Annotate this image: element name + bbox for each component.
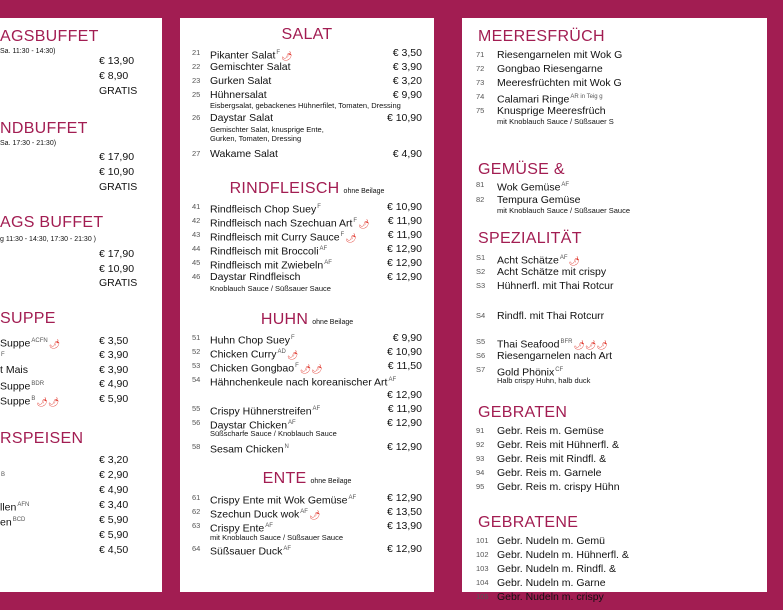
item-price: € 10,90 bbox=[386, 346, 422, 358]
item-number: S7 bbox=[476, 365, 486, 374]
item-description: Eisbergsalat, gebackenes Hühnerfilet, Tomaten, Dressing bbox=[210, 101, 401, 110]
menu-item-row bbox=[462, 590, 767, 604]
item-name: Rindfl. mit Thai Rotcurr bbox=[497, 310, 605, 322]
menu-item-row bbox=[0, 334, 162, 348]
item-price: € 12,90 bbox=[386, 389, 422, 401]
menu-item-row bbox=[180, 491, 434, 505]
menu-item-row bbox=[462, 576, 767, 590]
item-name: Gongbao Riesengarne bbox=[497, 63, 603, 75]
allergen-code: CF bbox=[555, 367, 564, 373]
item-price: € 3,20 bbox=[392, 75, 422, 87]
section-title bbox=[180, 26, 434, 44]
item-name: Huhn Chop Suey$^F$ bbox=[210, 334, 295, 347]
opening-hours: g 11:30 - 14:30, 17:30 - 21:30 ) bbox=[0, 236, 96, 243]
item-name: Crispy Hühnerstreifen$^{AF}$ bbox=[210, 405, 321, 418]
item-price: € 3,90 bbox=[392, 61, 422, 73]
item-name: Daystar Chicken$^{AF}$ bbox=[210, 419, 296, 432]
menu-item-row bbox=[462, 534, 767, 548]
allergen-code: F bbox=[317, 204, 321, 210]
item-number: 101 bbox=[476, 536, 489, 545]
item-name: Rindfleisch mit Broccoli$^{AF}$ bbox=[210, 245, 328, 258]
menu-item-row bbox=[0, 392, 162, 406]
section-title-text: SPEZIALITÄT bbox=[478, 230, 582, 247]
item-number: 75 bbox=[476, 106, 485, 115]
item-name: Riesengarnelen nach Art bbox=[497, 350, 612, 362]
menu-item-row bbox=[462, 548, 767, 562]
menu-item-row bbox=[0, 262, 162, 276]
item-name: Gemischter Salat bbox=[210, 61, 291, 73]
item-description: mit Knoblauch Sauce / Süßsauer Sauce bbox=[210, 533, 343, 542]
item-number: 25 bbox=[192, 90, 201, 99]
item-price: € 12,90 bbox=[386, 417, 422, 429]
menu-item-row bbox=[0, 363, 162, 377]
menu-item-row bbox=[180, 519, 434, 533]
section-subtitle: ohne Beilage bbox=[312, 319, 354, 326]
menu-item-row bbox=[462, 349, 767, 363]
item-price: € 4,90 bbox=[99, 378, 129, 390]
item-price: € 11,90 bbox=[387, 403, 422, 415]
menu-panel-left bbox=[0, 18, 162, 592]
menu-item-row bbox=[462, 90, 767, 104]
opening-hours: Sa. 11:30 - 14:30) bbox=[0, 48, 56, 55]
item-number: 58 bbox=[192, 442, 201, 451]
menu-item-row bbox=[180, 542, 434, 556]
chili-icon: 🌶🌶 bbox=[299, 363, 323, 374]
item-name: Calamari Ringe$^{AR in Teig g}$ bbox=[497, 93, 603, 106]
item-price: € 3,50 bbox=[392, 47, 422, 59]
item-name: Gebr. Nudeln m. Rindfl. & bbox=[497, 563, 617, 575]
item-name: Hähnchenkeule nach koreanischer Art$^{AF}$ bbox=[210, 376, 397, 389]
menu-item-row bbox=[0, 247, 162, 261]
menu-item-row bbox=[0, 150, 162, 164]
item-price: € 12,90 bbox=[386, 271, 422, 283]
item-price: € 12,90 bbox=[386, 243, 422, 255]
item-name: Szechun Duck wok$^{AF}$🌶 bbox=[210, 508, 321, 521]
item-price: € 11,90 bbox=[387, 229, 422, 241]
item-price: € 4,90 bbox=[99, 484, 129, 496]
allergen-code: AF bbox=[348, 495, 357, 501]
section-title-text: RINDFLEISCH bbox=[229, 180, 340, 197]
menu-item-row bbox=[180, 402, 434, 416]
allergen-code: AF bbox=[312, 406, 321, 412]
menu-item-row bbox=[462, 104, 767, 118]
allergen-code: AF bbox=[265, 523, 273, 529]
item-price: € 12,90 bbox=[386, 257, 422, 269]
menu-item-row bbox=[180, 60, 434, 74]
item-name: Gebr. Nudeln m. crispy bbox=[497, 591, 604, 603]
item-number: 63 bbox=[192, 521, 201, 530]
item-name: Gebr. Nudeln m. Hühnerfl. & bbox=[497, 549, 629, 561]
menu-item-row bbox=[462, 424, 767, 438]
menu-item-row bbox=[180, 242, 434, 256]
menu-item-row bbox=[180, 46, 434, 60]
item-description: Knoblauch Sauce / Süßsauer Sauce bbox=[210, 284, 331, 293]
item-number: 26 bbox=[192, 113, 201, 122]
item-price: € 10,90 bbox=[99, 263, 135, 275]
menu-item-row bbox=[180, 147, 434, 161]
item-name: Wakame Salat bbox=[210, 148, 278, 160]
allergen-code: B bbox=[31, 396, 36, 402]
item-description: Gurken, Tomaten, Dressing bbox=[210, 134, 302, 143]
item-number: 74 bbox=[476, 92, 485, 101]
item-name: Chicken Gongbao$^F$🌶🌶 bbox=[210, 362, 323, 375]
section-title bbox=[478, 230, 783, 248]
section-title bbox=[180, 470, 434, 488]
section-title-text: HUHN bbox=[260, 311, 309, 328]
item-number: 43 bbox=[192, 230, 201, 239]
item-number: 52 bbox=[192, 347, 201, 356]
item-name: t Mais bbox=[0, 364, 29, 376]
allergen-code: F bbox=[340, 232, 345, 238]
menu-item-row bbox=[462, 452, 767, 466]
item-price: € 4,90 bbox=[392, 148, 422, 160]
item-number: 21 bbox=[192, 48, 201, 57]
allergen-code: AF bbox=[319, 246, 328, 252]
menu-item-row bbox=[462, 48, 767, 62]
menu-item-row bbox=[462, 62, 767, 76]
allergen-code: ACFN bbox=[31, 338, 48, 344]
item-price: € 12,90 bbox=[386, 492, 422, 504]
item-number: 91 bbox=[476, 426, 485, 435]
item-name: Pikanter Salat$^F$🌶 bbox=[210, 49, 293, 62]
menu-item-row bbox=[462, 335, 767, 349]
item-name: llen$^{AFN}$ bbox=[0, 501, 30, 514]
item-name: Rindfleisch Chop Suey$^F$ bbox=[210, 203, 321, 216]
item-price: € 5,90 bbox=[99, 514, 129, 526]
item-number: 45 bbox=[192, 258, 201, 267]
section-title bbox=[478, 28, 783, 46]
section-title-text: MEERESFRÜCH bbox=[478, 28, 605, 45]
item-name: Gebr. Nudeln m. Gemü bbox=[497, 535, 605, 547]
menu-item-row bbox=[0, 528, 162, 542]
menu-panel-middle bbox=[180, 18, 434, 592]
menu-item-row bbox=[180, 200, 434, 214]
item-name: Gebr. Reis m. Garnele bbox=[497, 467, 602, 479]
section-subtitle: ohne Beilage bbox=[310, 478, 352, 485]
item-number: 54 bbox=[192, 375, 201, 384]
item-name: Suppe$^{BDR}$ bbox=[0, 380, 45, 393]
allergen-code: BCD bbox=[12, 517, 26, 523]
item-price: € 9,90 bbox=[392, 332, 422, 344]
item-description: Süßscharfe Sauce / Knoblauch Sauce bbox=[210, 429, 337, 438]
section-title bbox=[478, 404, 783, 422]
item-name: Gurken Salat bbox=[210, 75, 272, 87]
menu-item-row bbox=[180, 331, 434, 345]
allergen-code: F bbox=[353, 218, 358, 224]
item-number: 93 bbox=[476, 454, 485, 463]
allergen-code: F bbox=[290, 335, 295, 341]
allergen-code: F bbox=[276, 50, 281, 56]
menu-item-row bbox=[462, 480, 767, 494]
menu-item-row bbox=[180, 88, 434, 102]
item-number: S5 bbox=[476, 337, 486, 346]
menu-item-row bbox=[0, 165, 162, 179]
opening-hours: Sa. 17:30 - 21:30) bbox=[0, 140, 57, 147]
menu-item-row bbox=[462, 438, 767, 452]
allergen-code: AD bbox=[277, 349, 286, 355]
menu-item-row bbox=[462, 562, 767, 576]
chili-icon: 🌶 bbox=[286, 349, 299, 360]
item-name: Tempura Gemüse bbox=[497, 194, 581, 206]
item-number: S2 bbox=[476, 267, 486, 276]
chili-icon: 🌶 bbox=[48, 338, 61, 349]
chili-icon: 🌶🌶🌶 bbox=[573, 339, 608, 350]
item-name: Meeresfrüchten mit Wok G bbox=[497, 77, 622, 89]
menu-item-row bbox=[0, 69, 162, 83]
section-title bbox=[180, 311, 434, 329]
allergen-code: F bbox=[295, 363, 299, 369]
menu-item-row bbox=[0, 276, 162, 290]
item-number: 51 bbox=[192, 333, 201, 342]
allergen-code: AF bbox=[561, 182, 570, 188]
item-price: € 10,90 bbox=[386, 112, 422, 124]
item-number: 71 bbox=[476, 50, 485, 59]
item-number: 64 bbox=[192, 544, 201, 553]
item-number: 61 bbox=[192, 493, 201, 502]
item-price: GRATIS bbox=[99, 85, 138, 97]
item-number: 82 bbox=[476, 195, 485, 204]
item-price: € 2,90 bbox=[99, 469, 129, 481]
allergen-code: AF bbox=[324, 260, 332, 266]
menu-item-row bbox=[0, 54, 162, 68]
item-description: Gemischter Salat, knusprige Ente, bbox=[210, 125, 324, 134]
menu-item-row bbox=[180, 214, 434, 228]
item-price: GRATIS bbox=[99, 181, 138, 193]
item-description: mit Knoblauch Sauce / Süßsauer Sauce bbox=[497, 206, 630, 215]
section-title-text: GEBRATENE bbox=[478, 514, 579, 531]
section-title-text: AGSBUFFET bbox=[0, 28, 99, 45]
item-name: $en^{BCD}$ bbox=[0, 516, 26, 529]
item-price: € 3,50 bbox=[99, 335, 129, 347]
menu-item-row bbox=[180, 416, 434, 430]
item-name: Thai Seafood$^{BFR}$🌶🌶🌶 bbox=[497, 338, 608, 351]
item-number: 41 bbox=[192, 202, 201, 211]
item-name: Acht Schätze mit crispy bbox=[497, 266, 607, 278]
menu-item-row bbox=[180, 228, 434, 242]
chili-icon: 🌶🌶 bbox=[36, 396, 60, 407]
section-title-text: GEMÜSE & bbox=[478, 161, 565, 178]
item-name: Crispy Ente mit Wok Gemüse$^{AF}$ bbox=[210, 494, 357, 507]
menu-item-row bbox=[0, 543, 162, 557]
item-description: mit Knoblauch Sauce / Süßsauer S bbox=[497, 117, 614, 126]
item-price: € 10,90 bbox=[99, 166, 135, 178]
menu-item-row bbox=[462, 363, 767, 377]
menu-item-row bbox=[462, 466, 767, 480]
section-subtitle: ohne Beilage bbox=[343, 188, 385, 195]
menu-item-row bbox=[180, 270, 434, 284]
section-title-text: GEBRATEN bbox=[478, 404, 568, 421]
item-description: Halb crispy Huhn, halb duck bbox=[497, 376, 591, 385]
item-name: Wok Gemüse$^{AF}$ bbox=[497, 181, 570, 194]
section-title-text: NDBUFFET bbox=[0, 120, 88, 137]
item-name: Gebr. Reis mit Rindfl. & bbox=[497, 453, 607, 465]
item-number: 62 bbox=[192, 507, 201, 516]
menu-item-row bbox=[180, 256, 434, 270]
allergen-code: BFR bbox=[560, 339, 573, 345]
section-title bbox=[478, 161, 783, 179]
chili-icon: 🌶 bbox=[281, 50, 293, 61]
item-number: S4 bbox=[476, 311, 486, 320]
menu-item-row bbox=[0, 348, 162, 362]
menu-item-row bbox=[462, 178, 767, 192]
item-number: S1 bbox=[476, 253, 486, 262]
item-name: Gebr. Reis m. crispy Hühn bbox=[497, 481, 620, 493]
menu-item-row bbox=[0, 377, 162, 391]
item-number: 22 bbox=[192, 62, 201, 71]
menu-item-row bbox=[0, 498, 162, 512]
item-price: € 4,50 bbox=[99, 544, 129, 556]
menu-item-row bbox=[462, 193, 767, 207]
item-price: € 9,90 bbox=[392, 89, 422, 101]
section-title-text: ENTE bbox=[262, 470, 307, 487]
item-price: € 13,90 bbox=[99, 55, 135, 67]
item-name: Rindfleisch mit Zwiebeln$^{AF}$ bbox=[210, 259, 332, 272]
menu-item-row bbox=[0, 180, 162, 194]
menu-item-row bbox=[462, 76, 767, 90]
item-name: Gebr. Reis m. Gemüse bbox=[497, 425, 604, 437]
item-price: € 13,50 bbox=[386, 506, 422, 518]
item-price: € 17,90 bbox=[99, 248, 135, 260]
item-name: Riesengarnelen mit Wok G bbox=[497, 49, 623, 61]
menu-item-row bbox=[0, 453, 162, 467]
item-price: GRATIS bbox=[99, 277, 138, 289]
menu-item-row bbox=[180, 359, 434, 373]
menu-item-row bbox=[0, 84, 162, 98]
menu-item-row bbox=[180, 505, 434, 519]
item-name: Suppe$^{ACFN}$🌶 bbox=[0, 337, 61, 350]
section-title-text: AGS BUFFET bbox=[0, 214, 104, 231]
menu-item-row bbox=[0, 513, 162, 527]
item-number: 92 bbox=[476, 440, 485, 449]
menu-item-row bbox=[0, 483, 162, 497]
menu-item-row bbox=[180, 440, 434, 454]
item-number: 42 bbox=[192, 216, 201, 225]
item-number: 72 bbox=[476, 64, 485, 73]
item-name: Suppe$^B$🌶🌶 bbox=[0, 395, 60, 408]
item-name: Crispy Ente$^{AF}$ bbox=[210, 522, 273, 535]
item-price: € 3,90 bbox=[99, 364, 129, 376]
section-title bbox=[180, 180, 434, 198]
item-number: 23 bbox=[192, 76, 201, 85]
allergen-code: AFN bbox=[17, 502, 30, 508]
item-name: Gebr. Reis mit Hühnerfl. & bbox=[497, 439, 619, 451]
menu-item-row bbox=[462, 279, 767, 293]
allergen-code: F bbox=[1, 352, 5, 358]
item-price: € 13,90 bbox=[386, 520, 422, 532]
menu-item-row bbox=[180, 74, 434, 88]
menu-item-row bbox=[180, 345, 434, 359]
section-title bbox=[478, 514, 783, 532]
menu-item-row bbox=[462, 265, 767, 279]
item-price: € 10,90 bbox=[386, 201, 422, 213]
item-price: € 5,90 bbox=[99, 393, 129, 405]
item-price: € 12,90 bbox=[386, 543, 422, 555]
item-price: € 11,90 bbox=[387, 215, 422, 227]
item-number: S3 bbox=[476, 281, 486, 290]
section-title-text: SUPPE bbox=[0, 310, 56, 327]
allergen-code: AF bbox=[283, 546, 292, 552]
item-number: 73 bbox=[476, 78, 485, 87]
item-price: € 5,90 bbox=[99, 529, 129, 541]
chili-icon: 🌶 bbox=[345, 232, 357, 243]
item-price: € 3,90 bbox=[99, 349, 129, 361]
item-name: Knusprige Meeresfrüch bbox=[497, 105, 606, 117]
item-number: 103 bbox=[476, 564, 489, 573]
allergen-code: AF bbox=[300, 509, 308, 515]
item-number: 44 bbox=[192, 244, 201, 253]
menu-item-row bbox=[462, 251, 767, 265]
chili-icon: 🌶 bbox=[568, 255, 580, 266]
section-title-text: SALAT bbox=[281, 26, 333, 43]
item-number: 105 bbox=[476, 592, 489, 601]
item-price: € 3,20 bbox=[99, 454, 129, 466]
item-name: Gebr. Nudeln m. Garne bbox=[497, 577, 606, 589]
item-price: € 8,90 bbox=[99, 70, 129, 82]
item-number: 102 bbox=[476, 550, 489, 559]
chili-icon: 🌶 bbox=[308, 509, 321, 520]
item-number: 56 bbox=[192, 418, 201, 427]
section-title-text: RSPEISEN bbox=[0, 430, 84, 447]
item-number: S6 bbox=[476, 351, 486, 360]
item-number: 27 bbox=[192, 149, 201, 158]
allergen-code: AF bbox=[388, 377, 397, 383]
item-name: Daystar Rindfleisch bbox=[210, 271, 301, 283]
item-number: 95 bbox=[476, 482, 485, 491]
item-name: Rindfleisch mit Curry Sauce$^F$🌶 bbox=[210, 231, 357, 244]
item-name: Chicken Curry$^{AD}$🌶 bbox=[210, 348, 299, 361]
item-name: Sesam Chicken$^N$ bbox=[210, 443, 289, 456]
item-price: € 3,40 bbox=[99, 499, 129, 511]
item-price: € 17,90 bbox=[99, 151, 135, 163]
allergen-code: B bbox=[1, 472, 6, 478]
item-name: Hühnerfl. mit Thai Rotcur bbox=[497, 280, 614, 292]
chili-icon: 🌶 bbox=[358, 218, 370, 229]
item-name: Daystar Salat bbox=[210, 112, 274, 124]
menu-item-row bbox=[180, 388, 434, 402]
item-number: 55 bbox=[192, 404, 201, 413]
menu-item-row bbox=[180, 111, 434, 125]
item-number: 53 bbox=[192, 361, 201, 370]
item-name: Gold Phönix$^{CF}$ bbox=[497, 366, 564, 379]
item-number: 94 bbox=[476, 468, 485, 477]
menu-item-row bbox=[180, 373, 434, 387]
item-name: Süßsauer Duck$^{AF}$ bbox=[210, 545, 292, 558]
menu-item-row bbox=[462, 309, 767, 323]
menu-item-row bbox=[0, 468, 162, 482]
allergen-code: AF bbox=[288, 420, 296, 426]
item-name: Hühnersalat bbox=[210, 89, 267, 101]
item-name: Acht Schätze$^{AF}$🌶 bbox=[497, 254, 580, 267]
item-price: € 11,50 bbox=[387, 360, 422, 372]
allergen-code: N bbox=[284, 444, 289, 450]
item-number: 81 bbox=[476, 180, 485, 189]
allergen-code: BDR bbox=[31, 381, 45, 387]
allergen-code: AR in Teig g bbox=[570, 94, 603, 100]
menu-panel-right bbox=[462, 18, 767, 603]
item-price: € 12,90 bbox=[386, 441, 422, 453]
allergen-code: AF bbox=[559, 255, 568, 261]
item-name: Rindfleisch nach Szechuan Art$^F$🌶 bbox=[210, 217, 370, 230]
item-number: 46 bbox=[192, 272, 201, 281]
item-number: 104 bbox=[476, 578, 489, 587]
